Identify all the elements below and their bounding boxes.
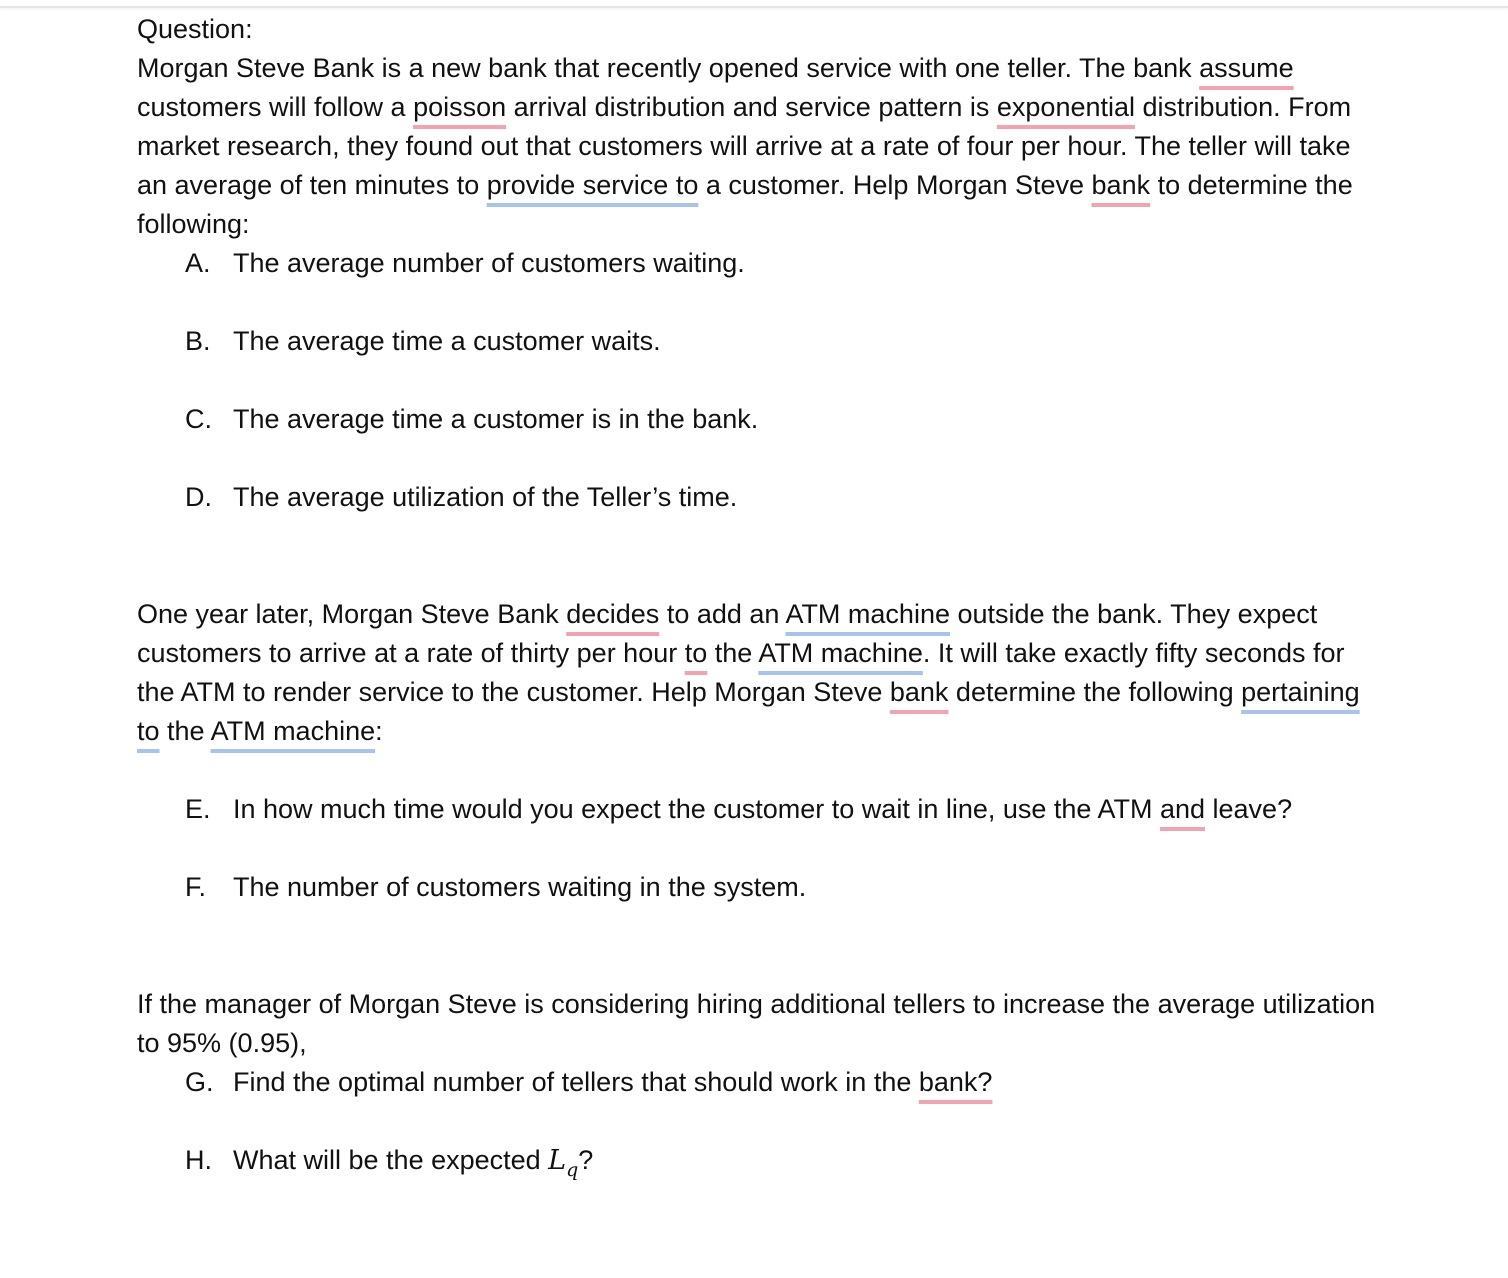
spelling-flag-bank[interactable]: bank	[1091, 170, 1151, 200]
list-marker: D.	[185, 482, 212, 512]
list-marker: B.	[185, 326, 211, 356]
list-marker: E.	[185, 794, 211, 824]
math-subscript: q	[566, 1159, 579, 1181]
text-run: outside the bank. They expect customers to arrive at a rate of thirty per hour	[137, 599, 1318, 668]
list-item-text: In how much time would you expect the customer to wait in line, use the ATM	[233, 794, 1160, 824]
part1-question-list	[137, 244, 1387, 517]
list-item-text: The average time a customer waits.	[233, 326, 661, 356]
list-item-h	[137, 1141, 1387, 1180]
list-marker: G.	[185, 1067, 214, 1097]
part2-paragraph	[137, 595, 1387, 751]
list-item-text: The number of customers waiting in the system.	[233, 872, 807, 902]
math-symbol-lq	[548, 1145, 579, 1181]
text-run: One year later, Morgan Steve Bank	[137, 599, 567, 629]
part3-paragraph: If the manager of Morgan Steve is considering hiring additional tellers to increase the average utilization to 95% (0.95),	[137, 989, 1376, 1058]
list-item-text: leave?	[1205, 794, 1293, 824]
list-item-e	[137, 790, 1387, 829]
list-item-a	[137, 244, 1387, 283]
list-marker: F.	[185, 872, 207, 902]
text-run: :	[375, 716, 383, 746]
text-run: Morgan Steve Bank is a new bank that recently opened service with one teller. The bank	[137, 53, 1200, 83]
text-run: a customer. Help Morgan Steve	[698, 170, 1092, 200]
spelling-flag-poisson[interactable]: poisson	[413, 92, 507, 122]
text-run: arrival distribution and service pattern is	[506, 92, 997, 122]
grammar-flag-atm-machine-2[interactable]: ATM machine	[758, 638, 923, 668]
spelling-flag-bank-3[interactable]: bank?	[918, 1067, 993, 1097]
text-run: . It will take exactly fifty seconds for the ATM to render service to the customer. Help Morgan Steve	[137, 638, 1345, 707]
text-run: to determine the following:	[137, 170, 1353, 239]
grammar-flag-atm-machine-1[interactable]: ATM machine	[785, 599, 950, 629]
part1-paragraph	[137, 49, 1387, 244]
text-run: the	[707, 638, 759, 668]
spelling-flag-decides[interactable]: decides	[566, 599, 660, 629]
question-heading: Question:	[137, 14, 253, 44]
spelling-flag-bank-2[interactable]: bank	[889, 677, 949, 707]
list-item-b	[137, 322, 1387, 361]
grammar-flag-pertaining-to[interactable]: pertaining to	[137, 677, 1360, 746]
text-run: determine the following	[948, 677, 1242, 707]
text-run: to add an	[659, 599, 786, 629]
list-item-g	[137, 1063, 1387, 1102]
text-run: the	[159, 716, 211, 746]
text-run: customers will follow a	[137, 92, 414, 122]
page-top-edge	[0, 6, 1508, 8]
list-item-text: The average utilization of the Teller’s time.	[233, 482, 738, 512]
spelling-flag-exponential[interactable]: exponential	[996, 92, 1136, 122]
list-item-c	[137, 400, 1387, 439]
spelling-flag-to[interactable]: to	[684, 638, 708, 668]
spelling-flag-and[interactable]: and	[1159, 794, 1206, 824]
document-page	[137, 10, 1387, 1180]
list-marker: C.	[185, 404, 212, 434]
list-item-text: What will be the expected	[233, 1145, 549, 1175]
list-item-text: Find the optimal number of tellers that should work in the	[233, 1067, 919, 1097]
list-item-text: ?	[578, 1145, 594, 1175]
text-run: distribution. From market research, they found out that customers will arrive at a rate of four per hour. The teller will take an average of ten minutes to	[137, 92, 1352, 200]
grammar-flag-atm-machine-3[interactable]: ATM machine	[210, 716, 376, 746]
list-item-text: The average number of customers waiting.	[233, 248, 745, 278]
list-marker: H.	[185, 1145, 212, 1175]
list-item-text: The average time a customer is in the bank.	[233, 404, 759, 434]
spelling-flag-assume[interactable]: assume	[1199, 53, 1294, 83]
list-item-f	[137, 868, 1387, 907]
part3-question-list	[137, 1063, 1387, 1180]
list-item-d	[137, 478, 1387, 517]
part2-question-list	[137, 790, 1387, 907]
grammar-flag-provide-service[interactable]: provide service to	[486, 170, 699, 200]
list-marker: A.	[185, 248, 211, 278]
math-base: L	[548, 1145, 567, 1176]
